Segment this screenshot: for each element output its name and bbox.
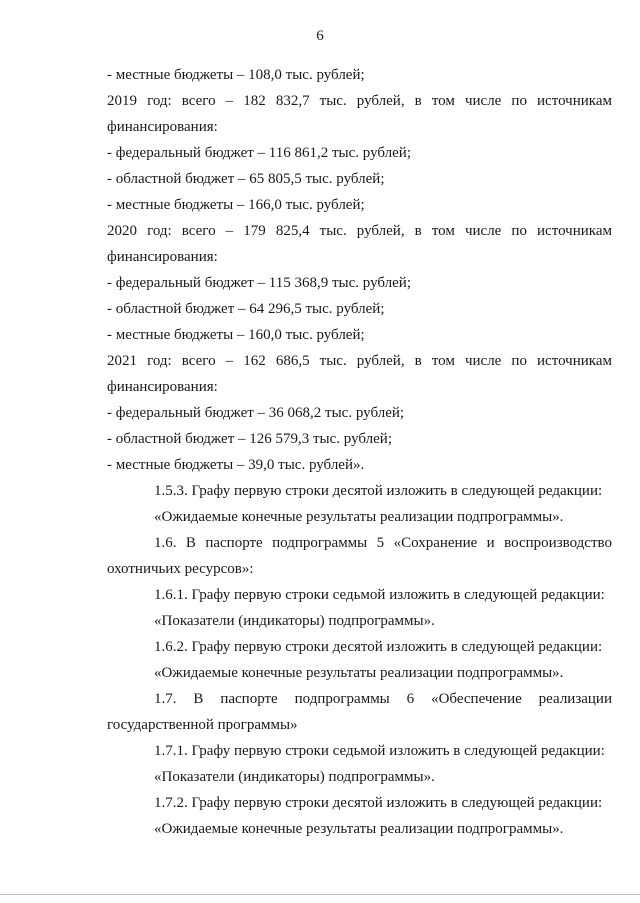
text-line: 2020 год: всего – 179 825,4 тыс. рублей, в том числе по источникам (107, 223, 612, 239)
text-line: государственной программы» (107, 717, 298, 733)
text-line: 1.6.2. Графу первую строки десятой изложить в следующей редакции: (154, 639, 603, 655)
text-line: финансирования: (107, 249, 218, 265)
text-line: - местные бюджеты – 160,0 тыс. рублей; (107, 327, 365, 343)
text-line: 1.7.2. Графу первую строки десятой изложить в следующей редакции: (154, 795, 603, 811)
text-line: 1.7. В паспорте подпрограммы 6 «Обеспечение реализации (154, 691, 612, 707)
document-body (107, 62, 612, 842)
text-line: 1.6. В паспорте подпрограммы 5 «Сохранение и воспроизводство (154, 535, 612, 551)
text-line: «Показатели (индикаторы) подпрограммы». (154, 769, 435, 785)
text-line: - федеральный бюджет – 36 068,2 тыс. рублей; (107, 405, 405, 421)
text-line: - федеральный бюджет – 115 368,9 тыс. рублей; (107, 275, 411, 291)
scan-edge-divider (0, 894, 640, 895)
text-line: охотничьих ресурсов»: (107, 561, 254, 577)
text-line: - областной бюджет – 64 296,5 тыс. рублей; (107, 301, 385, 317)
text-line: - областной бюджет – 126 579,3 тыс. рублей; (107, 431, 392, 447)
text-line: - местные бюджеты – 39,0 тыс. рублей». (107, 457, 365, 473)
text-line: - местные бюджеты – 166,0 тыс. рублей; (107, 197, 365, 213)
text-line: 2019 год: всего – 182 832,7 тыс. рублей, в том числе по источникам (107, 93, 612, 109)
text-line: - федеральный бюджет – 116 861,2 тыс. рублей; (107, 145, 411, 161)
text-line: - местные бюджеты – 108,0 тыс. рублей; (107, 67, 365, 83)
page-number: 6 (316, 28, 324, 44)
text-line: финансирования: (107, 379, 218, 395)
text-line: финансирования: (107, 119, 218, 135)
text-line: 1.7.1. Графу первую строки седьмой изложить в следующей редакции: (154, 743, 605, 759)
text-line: «Ожидаемые конечные результаты реализации подпрограммы». (154, 509, 564, 525)
text-line: «Ожидаемые конечные результаты реализации подпрограммы». (154, 821, 564, 837)
text-line: 1.6.1. Графу первую строки седьмой изложить в следующей редакции: (154, 587, 605, 603)
text-line: - областной бюджет – 65 805,5 тыс. рублей; (107, 171, 385, 187)
text-line: «Ожидаемые конечные результаты реализации подпрограммы». (154, 665, 564, 681)
text-line: 2021 год: всего – 162 686,5 тыс. рублей, в том числе по источникам (107, 353, 612, 369)
text-line: 1.5.3. Графу первую строки десятой изложить в следующей редакции: (154, 483, 603, 499)
text-line: «Показатели (индикаторы) подпрограммы». (154, 613, 435, 629)
